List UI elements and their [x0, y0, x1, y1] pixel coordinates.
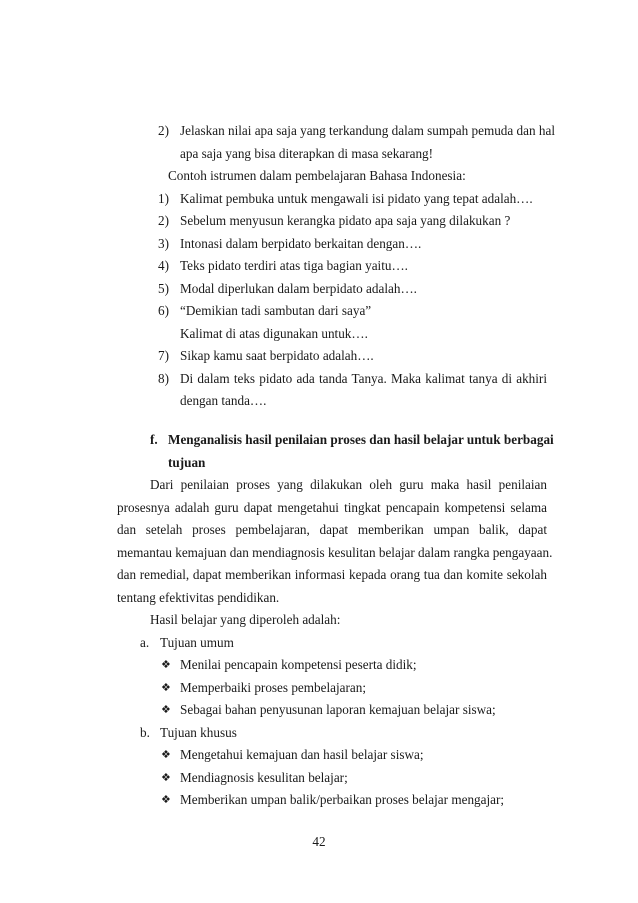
sub-heading: Tujuan khusus: [160, 725, 237, 740]
diamond-bullet-icon: ❖: [161, 748, 171, 761]
contoh-heading: Contoh istrumen dalam pembelajaran Bahasa Indonesia:: [168, 168, 466, 183]
list-number: 7): [158, 348, 169, 363]
paragraph-line: Dari penilaian proses yang dilakukan oleh guru maka hasil penilaian: [150, 477, 547, 492]
paragraph-line: memantau kemajuan dan mendiagnosis kesulitan belajar dalam rangka pengayaan.: [117, 545, 553, 560]
list-item-text: Teks pidato terdiri atas tiga bagian yaitu….: [180, 258, 408, 273]
page-number: 42: [312, 834, 326, 849]
bullet-item: Sebagai bahan penyusunan laporan kemajuan belajar siswa;: [180, 702, 496, 717]
diamond-bullet-icon: ❖: [161, 703, 171, 716]
list-item-text: Sikap kamu saat berpidato adalah….: [180, 348, 374, 363]
paragraph-line: dan setelah proses pembelajaran, dapat memberikan umpan balik, dapat: [117, 522, 547, 537]
bullet-item: Menilai pencapain kompetensi peserta didik;: [180, 657, 417, 672]
list-item-text-cont: Kalimat di atas digunakan untuk….: [180, 326, 368, 341]
diamond-bullet-icon: ❖: [161, 771, 171, 784]
list-item-text: Jelaskan nilai apa saja yang terkandung dalam sumpah pemuda dan hal: [180, 123, 555, 138]
section-title-cont: tujuan: [168, 455, 206, 470]
section-letter: f.: [150, 432, 158, 447]
paragraph-line: prosesnya adalah guru dapat mengetahui tingkat pencapain kompetensi selama: [117, 500, 547, 515]
list-number: 2): [158, 213, 169, 228]
hasil-intro: Hasil belajar yang diperoleh adalah:: [150, 612, 341, 627]
list-number: 2): [158, 123, 169, 138]
list-item-text: Intonasi dalam berpidato berkaitan dengan….: [180, 236, 422, 251]
paragraph-line: dan remedial, dapat memberikan informasi kepada orang tua dan komite sekolah: [117, 567, 547, 582]
bullet-item: Memberikan umpan balik/perbaikan proses belajar mengajar;: [180, 792, 505, 807]
diamond-bullet-icon: ❖: [161, 793, 171, 806]
sub-letter: a.: [140, 635, 150, 650]
sub-letter: b.: [140, 725, 150, 740]
list-number: 8): [158, 371, 169, 386]
diamond-bullet-icon: ❖: [161, 658, 171, 671]
list-number: 3): [158, 236, 169, 251]
list-number: 6): [158, 303, 169, 318]
list-item-text: Sebelum menyusun kerangka pidato apa saja yang dilakukan ?: [180, 213, 511, 228]
bullet-item: Memperbaiki proses pembelajaran;: [180, 680, 367, 695]
list-item-text-cont: dengan tanda….: [180, 393, 267, 408]
bullet-item: Mendiagnosis kesulitan belajar;: [180, 770, 348, 785]
list-item-text-cont: apa saja yang bisa diterapkan di masa sekarang!: [180, 146, 434, 161]
list-number: 5): [158, 281, 169, 296]
bullet-item: Mengetahui kemajuan dan hasil belajar siswa;: [180, 747, 424, 762]
list-number: 4): [158, 258, 169, 273]
list-item-text: Kalimat pembuka untuk mengawali isi pidato yang tepat adalah….: [180, 191, 533, 206]
paragraph-line: tentang efektivitas pendidikan.: [117, 590, 280, 605]
sub-heading: Tujuan umum: [160, 635, 234, 650]
list-item-text: Di dalam teks pidato ada tanda Tanya. Maka kalimat tanya di akhiri: [180, 371, 547, 386]
diamond-bullet-icon: ❖: [161, 681, 171, 694]
section-title: Menganalisis hasil penilaian proses dan hasil belajar untuk berbagai: [168, 432, 554, 447]
list-number: 1): [158, 191, 169, 206]
list-item-text: Modal diperlukan dalam berpidato adalah….: [180, 281, 417, 296]
list-item-text: “Demikian tadi sambutan dari saya”: [180, 303, 372, 318]
